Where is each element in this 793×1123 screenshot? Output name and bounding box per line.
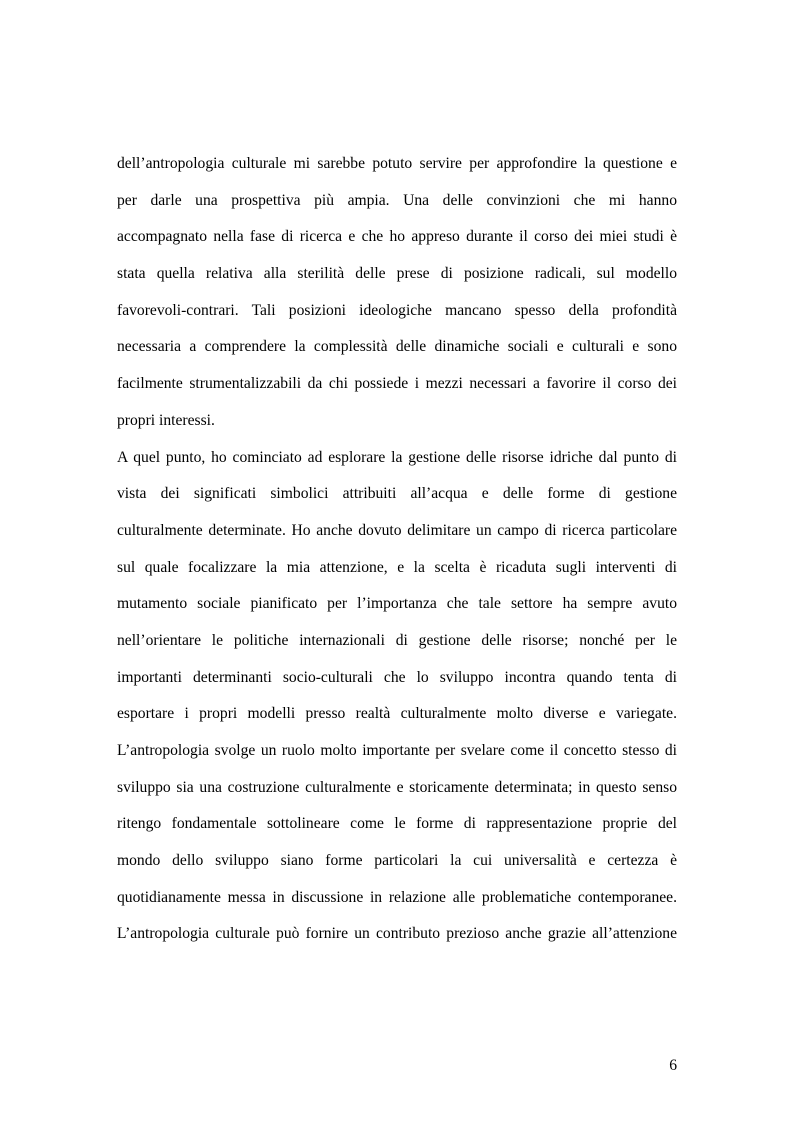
- text-line: propri interessi.: [117, 411, 215, 429]
- text-line: culturalmente determinate. Ho anche dovuto delimitare un campo di ricerca particolare: [117, 521, 677, 539]
- text-line: mutamento sociale pianificato per l’importanza che tale settore ha sempre avuto: [117, 595, 677, 613]
- text-line: L’antropologia culturale può fornire un contributo prezioso anche grazie all’attenzione: [117, 925, 677, 943]
- paragraph: [117, 146, 677, 440]
- text-line: accompagnato nella fase di ricerca e che ho appreso durante il corso dei miei studi è: [117, 228, 677, 246]
- text-line: dell’antropologia culturale mi sarebbe potuto servire per approfondire la questione e: [117, 155, 677, 172]
- page-number: 6: [669, 1057, 677, 1074]
- text-line: per darle una prospettiva più ampia. Una delle convinzioni che mi hanno: [117, 191, 677, 209]
- paragraph: [117, 440, 677, 954]
- text-line: esportare i propri modelli presso realtà culturalmente molto diverse e variegate.: [117, 705, 677, 723]
- text-line: ritengo fondamentale sottolineare come le forme di rappresentazione proprie del: [117, 815, 677, 833]
- text-line: mondo dello sviluppo siano forme particolari la cui universalità e certezza è: [117, 852, 677, 870]
- body-text: [117, 146, 677, 953]
- text-line: stata quella relativa alla sterilità delle prese di posizione radicali, sul modello: [117, 265, 677, 283]
- text-line: A quel punto, ho cominciato ad esplorare la gestione delle risorse idriche dal punto di: [117, 448, 677, 466]
- text-line: nell’orientare le politiche internazionali di gestione delle risorse; nonché per le: [117, 631, 677, 649]
- text-line: facilmente strumentalizzabili da chi possiede i mezzi necessari a favorire il corso dei: [117, 375, 677, 393]
- text-line: quotidianamente messa in discussione in relazione alle problematiche contemporanee.: [117, 888, 677, 906]
- text-line: favorevoli-contrari. Tali posizioni ideologiche mancano spesso della profondità: [117, 301, 677, 319]
- text-line: importanti determinanti socio-culturali che lo sviluppo incontra quando tenta di: [117, 668, 677, 686]
- text-line: necessaria a comprendere la complessità delle dinamiche sociali e culturali e sono: [117, 338, 677, 356]
- text-line: L’antropologia svolge un ruolo molto importante per svelare come il concetto stesso di: [117, 742, 677, 759]
- text-line: sviluppo sia una costruzione culturalmente e storicamente determinata; in questo senso: [117, 778, 677, 796]
- text-line: vista dei significati simbolici attribuiti all’acqua e delle forme di gestione: [117, 485, 677, 503]
- text-line: sul quale focalizzare la mia attenzione, e la scelta è ricaduta sugli interventi di: [117, 558, 677, 576]
